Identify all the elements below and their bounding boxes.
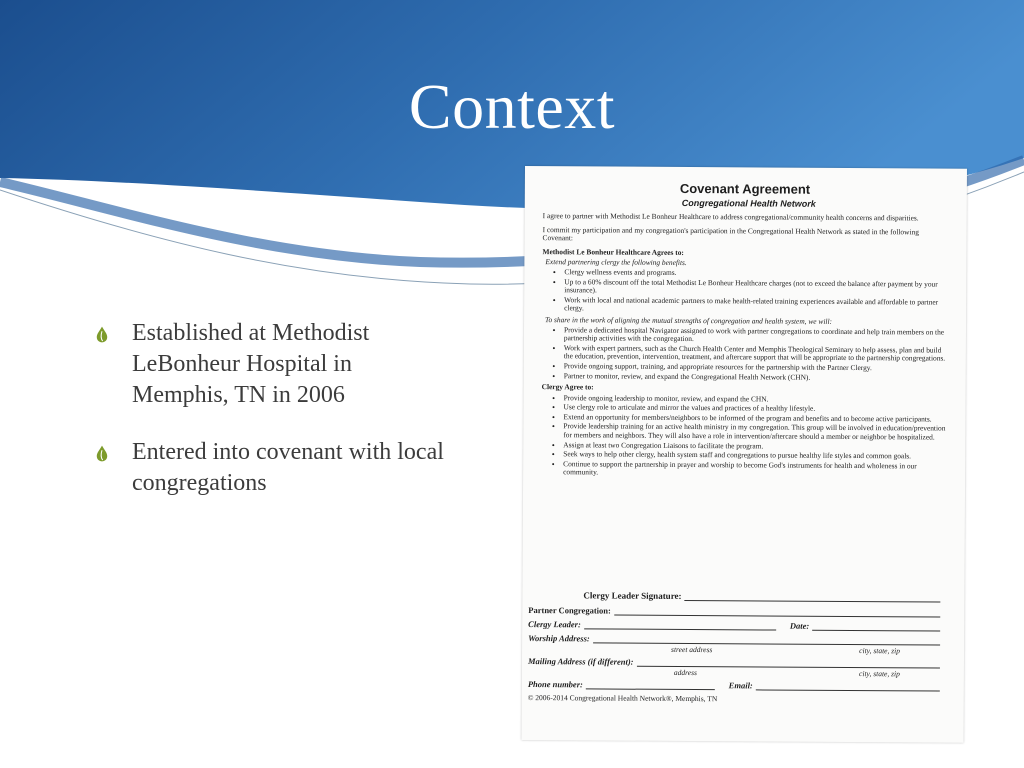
leaf-bullet-icon	[92, 445, 112, 462]
phone-line	[586, 679, 715, 690]
bullet-text: Established at Methodist LeBonheur Hospital in Memphis, TN in 2006	[132, 320, 370, 408]
list-item: • Provide leadership training for an active health ministry in my congregation. This group will be involved in education/prevention for members and neighbors. They will also have a role in intervention/aftercare should a member or neighbor be hospitalized.	[563, 423, 947, 443]
clergy-list	[541, 394, 948, 480]
list-item: • Seek ways to help other clergy, health system staff and congregations to pursue healthy life styles and common goals.	[563, 450, 947, 461]
list-item: • Provide a dedicated hospital Navigator assigned to work with partner congregations to coordinate and help train members on the partnership activities with the congregation.	[564, 326, 948, 346]
mailing-address-label: Mailing Address (if different):	[527, 656, 634, 667]
list-item: • Work with local and national academic partners to make health-related training experiences available and affordable to partner clergy.	[564, 296, 948, 316]
congregation-line	[614, 606, 940, 618]
street-address-hint: street address	[671, 644, 713, 655]
signature-line	[685, 591, 941, 603]
worship-address-label: Worship Address:	[528, 633, 590, 644]
benefits-list	[542, 268, 948, 315]
section-heading: Methodist Le Bonheur Healthcare Agrees to:	[542, 246, 684, 257]
clergy-leader-label: Clergy Leader:	[528, 619, 581, 630]
list-item: • Up to a 60% discount off the total Methodist Le Bonheur Healthcare charges (not to exceed the balance after payment by your insurance).	[564, 278, 948, 298]
bullet-list	[92, 318, 512, 525]
phone-label: Phone number:	[527, 679, 583, 690]
clergy-leader-row	[528, 619, 940, 632]
email-label: Email:	[728, 680, 753, 691]
list-item: • Work with expert partners, such as the Church Health Center and Memphis Theological Seminary to help assess, plan and build the education, prevention, intervention, treatment, and aftercare support that will be appropriate to the partnership congregations.	[564, 344, 948, 364]
congregation-row	[528, 605, 940, 618]
worship-address-line	[593, 633, 940, 645]
date-line	[812, 621, 940, 632]
list-item: • Clergy wellness events and programs.	[564, 268, 948, 279]
list-item: • Continue to support the partnership in prayer and worship to become God's instruments for health and wholeness in our community.	[563, 460, 947, 480]
covenant-document-image	[521, 166, 966, 743]
email-line	[756, 680, 940, 691]
section-subheading: Extend partnering clergy the following benefits.	[545, 257, 687, 268]
list-item: • Provide ongoing leadership to monitor, review, and expand the CHN.	[564, 394, 948, 405]
contact-row	[528, 679, 940, 692]
address-hint: address	[673, 667, 697, 678]
document-title: Covenant Agreement	[679, 180, 811, 197]
signature-row	[583, 590, 940, 602]
commitments-list	[542, 326, 948, 383]
date-label: Date:	[789, 620, 810, 631]
document-subtitle: Congregational Health Network	[681, 197, 816, 209]
bullet-text: Entered into covenant with local congregations	[132, 439, 444, 496]
list-item: • Provide ongoing support, training, and appropriate resources for the partnership with the Partner Clergy.	[564, 362, 948, 373]
signature-fields	[528, 590, 941, 705]
city-state-zip-hint: city, state, zip	[859, 646, 901, 656]
section-subheading: To share in the work of aligning the mutual strengths of congregation and health system, we will:	[545, 315, 833, 326]
slide-title: Context	[408, 71, 616, 142]
intro-paragraph: I agree to partner with Methodist Le Bonheur Healthcare to address congregational/community health concerns and disparities.	[542, 211, 919, 223]
list-item: • Assign at least two Congregation Liaisons to facilitate the program.	[563, 441, 947, 452]
list-item: • Use clergy role to articulate and mirror the values and practices of a healthy lifestyle.	[563, 404, 947, 415]
mailing-address-line	[636, 657, 940, 669]
list-item: • Extend an opportunity for members/neighbors to be informed of the program and benefits and to become active participants.	[563, 413, 947, 424]
list-item: • Partner to monitor, review, and expand the Congregational Health Network (CHN).	[564, 372, 948, 383]
copyright-text: © 2006-2014 Congregational Health Network®, Memphis, TN	[527, 693, 718, 704]
document-body	[541, 212, 949, 483]
section-heading: Clergy Agree to:	[541, 382, 594, 392]
mailing-address-hints	[528, 667, 940, 679]
signature-label: Clergy Leader Signature:	[583, 590, 682, 601]
city-state-zip-hint-2: city, state, zip	[859, 669, 900, 679]
bullet-item	[92, 318, 512, 411]
bullet-item	[92, 437, 512, 499]
leaf-bullet-icon	[92, 326, 112, 343]
clergy-leader-line	[584, 619, 776, 630]
congregation-label: Partner Congregation:	[528, 605, 611, 616]
worship-address-hints	[528, 644, 940, 656]
intro-paragraph: I commit my participation and my congregation's participation in the Congregational Health Network as stated in the following Covenant:	[542, 224, 919, 243]
